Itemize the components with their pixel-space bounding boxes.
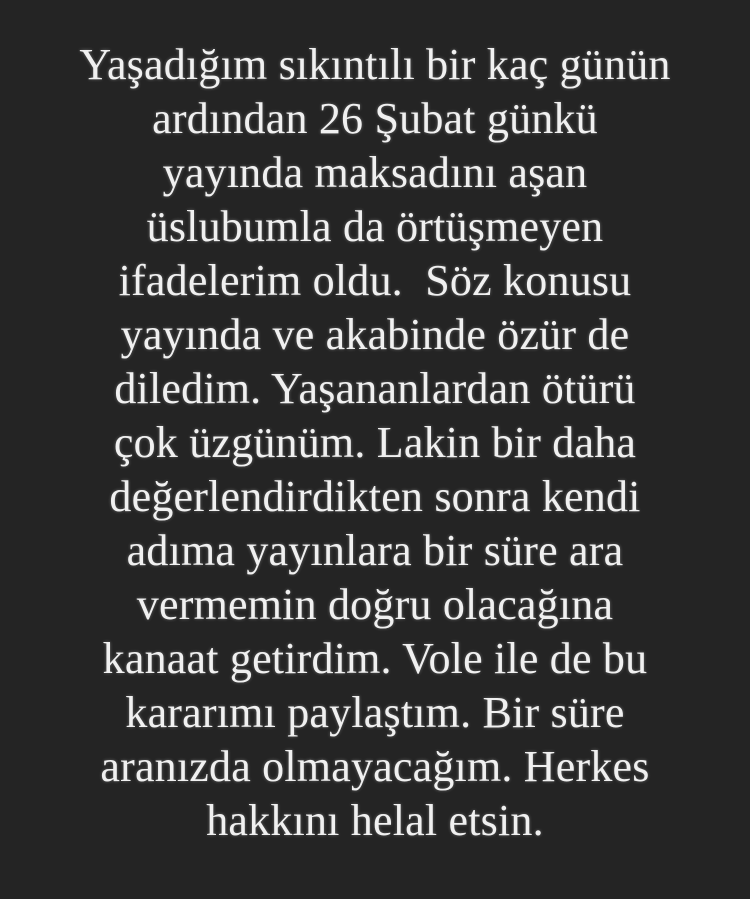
statement-line: yayında maksadını aşan bbox=[162, 148, 588, 197]
statement-line: değerlendirdikten sonra kendi bbox=[109, 472, 641, 521]
statement-line: diledim. Yaşananlardan ötürü bbox=[114, 364, 636, 413]
statement-line: aranızda olmayacağım. Herkes bbox=[100, 742, 650, 791]
statement-line: vermemin doğru olacağına bbox=[136, 580, 614, 629]
statement-line: üslubumla da örtüşmeyen bbox=[146, 202, 604, 251]
statement-line: kanaat getirdim. Vole ile de bu bbox=[102, 634, 648, 683]
statement-line: hakkını helal etsin. bbox=[206, 796, 544, 845]
statement-text-block bbox=[0, 38, 750, 848]
statement-line: kararımı paylaştım. Bir süre bbox=[125, 688, 625, 737]
statement-line: ardından 26 Şubat günkü bbox=[152, 94, 598, 143]
statement-line: ifadelerim oldu. Söz konusu bbox=[118, 256, 632, 305]
statement-line: Yaşadığım sıkıntılı bir kaç günün bbox=[79, 40, 671, 89]
statement-line: çok üzgünüm. Lakin bir daha bbox=[113, 418, 637, 467]
statement-line: adıma yayınlara bir süre ara bbox=[126, 526, 624, 575]
statement-line: yayında ve akabinde özür de bbox=[120, 310, 630, 359]
